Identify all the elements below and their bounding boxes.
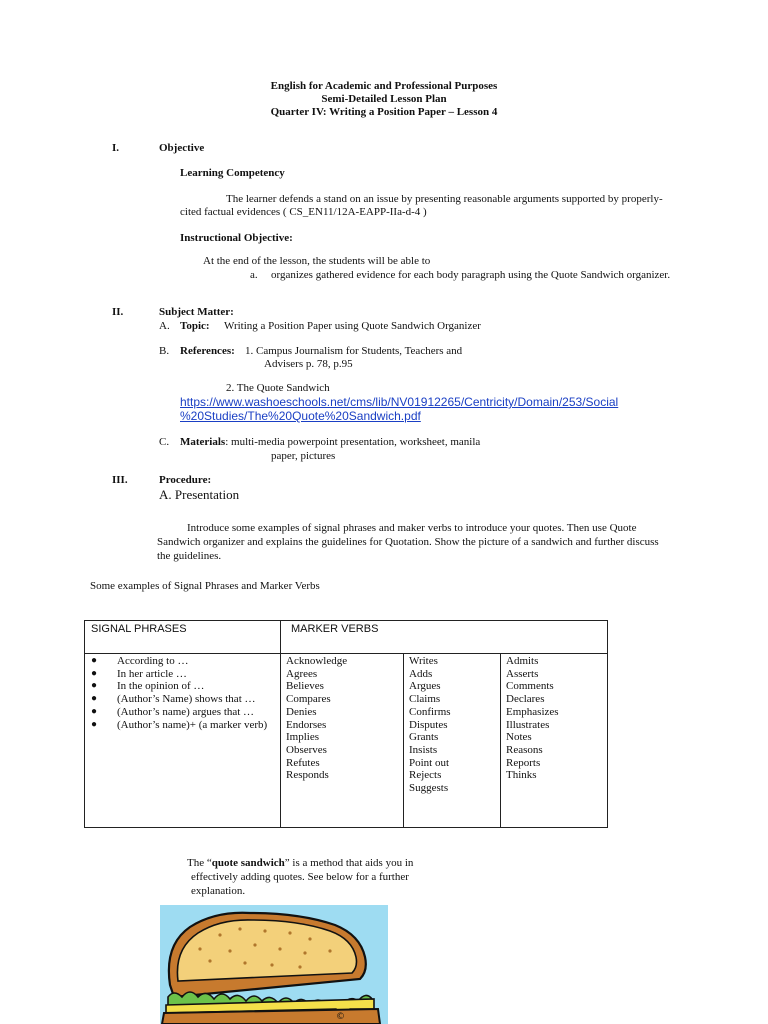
section-1-title: Objective (159, 142, 205, 154)
marker-verb-item: Confirms (409, 705, 451, 718)
marker-verbs-cell-1 (281, 654, 404, 828)
topic-label: Topic: (180, 320, 210, 332)
marker-verb-item: Rejects (409, 769, 442, 782)
marker-verb-item: Agrees (286, 667, 318, 680)
objective-item-text: organizes gathered evidence for each body paragraph using the Quote Sandwich organizer. (271, 269, 671, 281)
marker-verb-item: Reasons (506, 743, 543, 756)
marker-verbs-header: MARKER VERBS (281, 621, 608, 654)
materials-line-2: paper, pictures (271, 450, 336, 462)
marker-verb-item: Suggests (409, 782, 449, 795)
marker-verb-item: Observes (286, 743, 327, 756)
materials-text: : multi-media powerpoint presentation, worksheet, manila (225, 436, 481, 448)
topic-text: Writing a Position Paper using Quote Sandwich Organizer (224, 320, 481, 332)
section-2-number: II. (112, 306, 124, 318)
marker-verb-item: Asserts (506, 667, 539, 680)
header-line-3: Quarter IV: Writing a Position Paper – Lesson 4 (270, 106, 498, 118)
marker-verbs-cell-2 (404, 654, 501, 828)
signal-phrases-table (84, 620, 608, 828)
marker-verbs-list-3 (506, 655, 607, 782)
marker-verb-item: Insists (409, 743, 438, 756)
competency-line-2: cited factual evidences ( CS_EN11/12A-EAPP-IIa-d-4 ) (180, 206, 427, 218)
reference-2-title: 2. The Quote Sandwich (226, 382, 330, 394)
marker-verb-item: Admits (506, 655, 539, 667)
marker-verb-item: Acknowledge (286, 655, 348, 667)
marker-verb-item: Denies (286, 705, 317, 718)
marker-verb-item: Endorses (286, 718, 327, 731)
section-3-title: Procedure: (159, 474, 212, 486)
marker-verb-item: Refutes (286, 756, 320, 769)
marker-verbs-cell-3 (501, 654, 608, 828)
caption-bold: quote sandwich (211, 857, 285, 869)
instructional-objective-heading: Instructional Objective: (180, 232, 293, 244)
sandwich-caption-line-1 (187, 857, 413, 869)
marker-verb-item: Declares (506, 693, 545, 706)
marker-verb-item: Comments (506, 680, 554, 693)
marker-verb-item: Argues (409, 680, 441, 693)
sandwich-icon (160, 905, 388, 1024)
item-c-letter: C. (159, 436, 170, 448)
header-line-2: Semi-Detailed Lesson Plan (321, 93, 447, 105)
section-3-number: III. (112, 474, 128, 486)
reference-1-line-1: 1. Campus Journalism for Students, Teachers and (245, 345, 463, 357)
objective-item-letter: a. (250, 269, 258, 281)
presentation-para-line-3: the guidelines. (157, 550, 222, 562)
references-label: References: (180, 345, 235, 357)
item-b-letter: B. (159, 345, 170, 357)
signal-phrase-item: ● (Author’s name) argues that … (91, 706, 277, 719)
presentation-para-line-2: Sandwich organizer and explains the guidelines for Quotation. Show the picture of a sandwich and further discuss (157, 536, 659, 548)
marker-verb-item: Compares (286, 693, 331, 706)
marker-verb-item: Thinks (506, 769, 537, 782)
item-a-letter: A. (159, 320, 170, 332)
sandwich-illustration (160, 905, 388, 1024)
marker-verb-item: Writes (409, 655, 438, 667)
presentation-heading: A. Presentation (159, 487, 240, 502)
marker-verbs-list-2 (409, 655, 500, 795)
marker-verb-item: Point out (409, 756, 450, 769)
examples-heading: Some examples of Signal Phrases and Marker Verbs (90, 580, 320, 592)
marker-verb-item: Disputes (409, 718, 448, 731)
reference-link-line-1[interactable]: https://www.washoeschools.net/cms/lib/NV01912265/Centricity/Domain/253/Social (180, 395, 619, 409)
objective-intro: At the end of the lesson, the students will be able to (203, 255, 431, 267)
marker-verb-item: Grants (409, 731, 439, 744)
marker-verb-item: Notes (506, 731, 532, 744)
marker-verb-item: Implies (286, 731, 319, 744)
signal-phrase-item: ● (Author’s Name) shows that … (91, 693, 277, 706)
materials-label: Materials (180, 436, 226, 448)
marker-verb-item: Responds (286, 769, 329, 782)
sandwich-caption-line-3: explanation. (191, 885, 246, 897)
signal-phrase-item: ● In her article … (91, 668, 277, 681)
materials-line-1 (180, 436, 480, 448)
signal-phrases-list (85, 655, 280, 731)
signal-phrase-item: ● In the opinion of … (91, 680, 277, 693)
header-line-1: English for Academic and Professional Purposes (270, 80, 498, 92)
caption-before: The “ (187, 857, 212, 869)
signal-phrases-header: SIGNAL PHRASES (85, 621, 281, 654)
marker-verb-item: Believes (286, 680, 324, 693)
marker-verb-item: Adds (409, 667, 433, 680)
marker-verb-item: Claims (409, 693, 441, 706)
reference-1-line-2: Advisers p. 78, p.95 (264, 358, 353, 370)
signal-phrases-cell (85, 654, 281, 828)
marker-verb-item: Emphasizes (506, 705, 559, 718)
section-2-title: Subject Matter: (159, 306, 234, 318)
marker-verb-item: Illustrates (506, 718, 550, 731)
signal-phrase-item: ● According to … (91, 655, 277, 668)
learning-competency-heading: Learning Competency (180, 167, 285, 179)
presentation-para-line-1: Introduce some examples of signal phrases and maker verbs to introduce your quotes. Then use Quote (187, 522, 637, 534)
marker-verbs-list-1 (286, 655, 403, 782)
sandwich-caption-line-2: effectively adding quotes. See below for a further (191, 871, 409, 883)
competency-line-1: The learner defends a stand on an issue by presenting reasonable arguments supported by properly- (226, 193, 663, 205)
reference-link-line-2[interactable]: %20Studies/The%20Quote%20Sandwich.pdf (180, 409, 421, 423)
marker-verb-item: Reports (506, 756, 541, 769)
signal-phrase-item: ● (Author’s name)+ (a marker verb) (91, 719, 277, 732)
section-1-number: I. (112, 142, 120, 154)
copyright-mark: © (336, 1012, 345, 1022)
caption-after: ” is a method that aids you in (284, 857, 414, 869)
